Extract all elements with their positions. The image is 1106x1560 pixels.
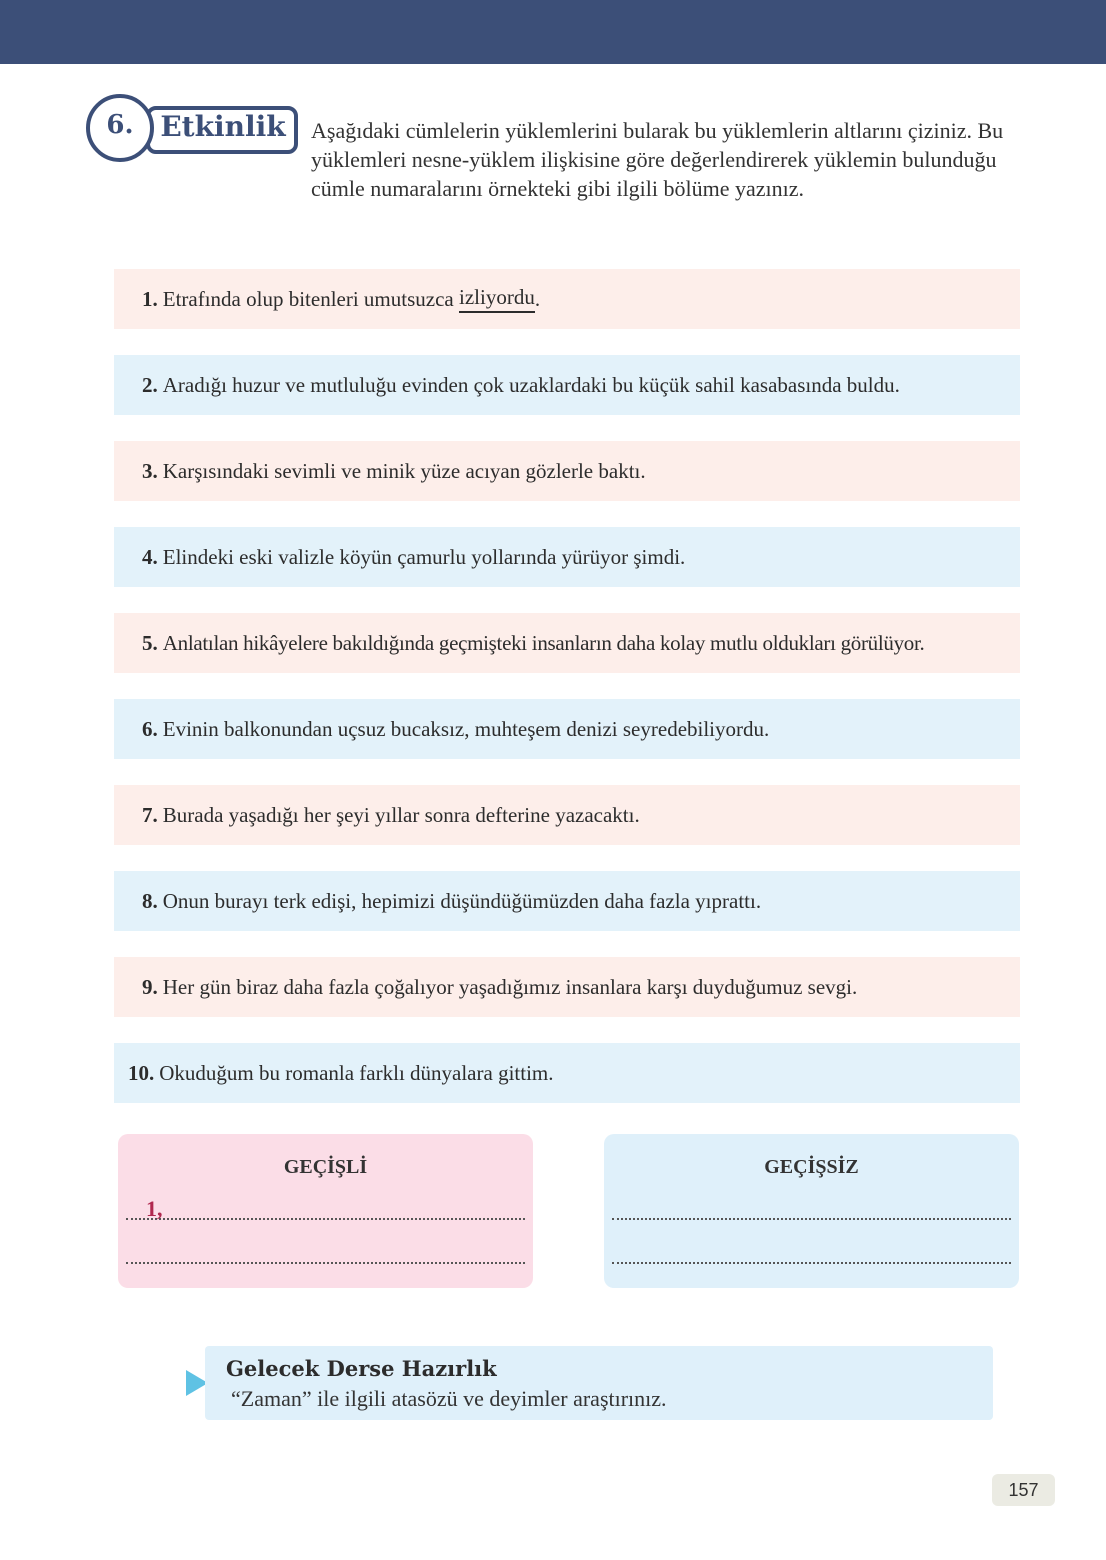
sentence-number: 6. [142, 716, 158, 741]
activity-instructions: Aşağıdaki cümlelerin yüklemlerini bularak bu yüklemlerin altlarını çiziniz. Bu yüklemleri nesne-yüklem ilişkisine göre değerlendirerek yüklemin bulunduğu cümle numaralarını örnekteki gibi ilgili bölüme yazınız. [311, 118, 1004, 201]
answer-line[interactable] [612, 1218, 1011, 1220]
sentence-row-5 [114, 613, 1020, 673]
sentence-number: 5. [142, 630, 158, 655]
sentence-text: Her gün biraz daha fazla çoğalıyor yaşadığımız insanlara karşı duyduğumuz sevgi. [162, 974, 858, 999]
sentence-text: Okuduğum bu romanla farklı dünyalara gittim. [159, 1060, 554, 1085]
sentence-number: 8. [142, 888, 158, 913]
header-bar [0, 0, 1106, 64]
sentence-row-6 [114, 699, 1020, 759]
sentence-number: 7. [142, 802, 158, 827]
example-answer: 1, [146, 1196, 163, 1221]
sentence-row-1 [114, 269, 1020, 329]
activity-badge [86, 94, 306, 162]
sentence-text: Aradığı huzur ve mutluluğu evinden çok uzaklardaki bu küçük sahil kasabasında buldu. [162, 372, 900, 397]
sentence-row-9 [114, 957, 1020, 1017]
sentence-row-3 [114, 441, 1020, 501]
transitive-title: GEÇİŞLİ [283, 1156, 368, 1178]
sentence-row-4 [114, 527, 1020, 587]
sentence-text: Onun burayı terk edişi, hepimizi düşündüğümüzden daha fazla yıprattı. [162, 888, 762, 913]
sentence-number: 1. [142, 286, 158, 311]
activity-number: 6. [106, 110, 134, 140]
next-lesson-title: Gelecek Derse Hazırlık [226, 1356, 497, 1381]
sentence-text: Burada yaşadığı her şeyi yıllar sonra defterine yazacaktı. [162, 802, 640, 827]
answer-line[interactable] [126, 1262, 525, 1264]
sentence-text: Etrafında olup bitenleri umutsuzca [162, 286, 459, 311]
answer-line[interactable] [612, 1262, 1011, 1264]
sentence-row-8 [114, 871, 1020, 931]
activity-label: Etkinlik [160, 110, 286, 143]
sentence-number: 10. [128, 1060, 155, 1085]
sentence-text: Elindeki eski valizle köyün çamurlu yollarında yürüyor şimdi. [162, 544, 686, 569]
underlined-predicate: izliyordu [459, 285, 535, 313]
sentence-number: 9. [142, 974, 158, 999]
sentence-text: Anlatılan hikâyelere bakıldığında geçmişteki insanların daha kolay mutlu oldukları görülüyor. [162, 630, 925, 655]
sentence-number: 2. [142, 372, 158, 397]
answer-line[interactable] [126, 1218, 525, 1220]
sentence-row-10 [114, 1043, 1020, 1103]
next-lesson-text: “Zaman” ile ilgili atasözü ve deyimler araştırınız. [231, 1386, 667, 1411]
next-lesson-box [205, 1346, 993, 1420]
page-number: 157 [992, 1474, 1055, 1506]
sentence-number: 3. [142, 458, 158, 483]
sentence-row-2 [114, 355, 1020, 415]
intransitive-answer-box [604, 1134, 1019, 1288]
sentence-number: 4. [142, 544, 158, 569]
transitive-answer-box [118, 1134, 533, 1288]
sentence-row-7 [114, 785, 1020, 845]
sentence-end: . [534, 286, 541, 311]
intransitive-title: GEÇİŞSİZ [764, 1156, 859, 1178]
sentence-text: Evinin balkonundan uçsuz bucaksız, muhteşem denizi seyredebiliyordu. [162, 716, 770, 741]
sentence-text: Karşısındaki sevimli ve minik yüze acıyan gözlerle baktı. [162, 458, 646, 483]
